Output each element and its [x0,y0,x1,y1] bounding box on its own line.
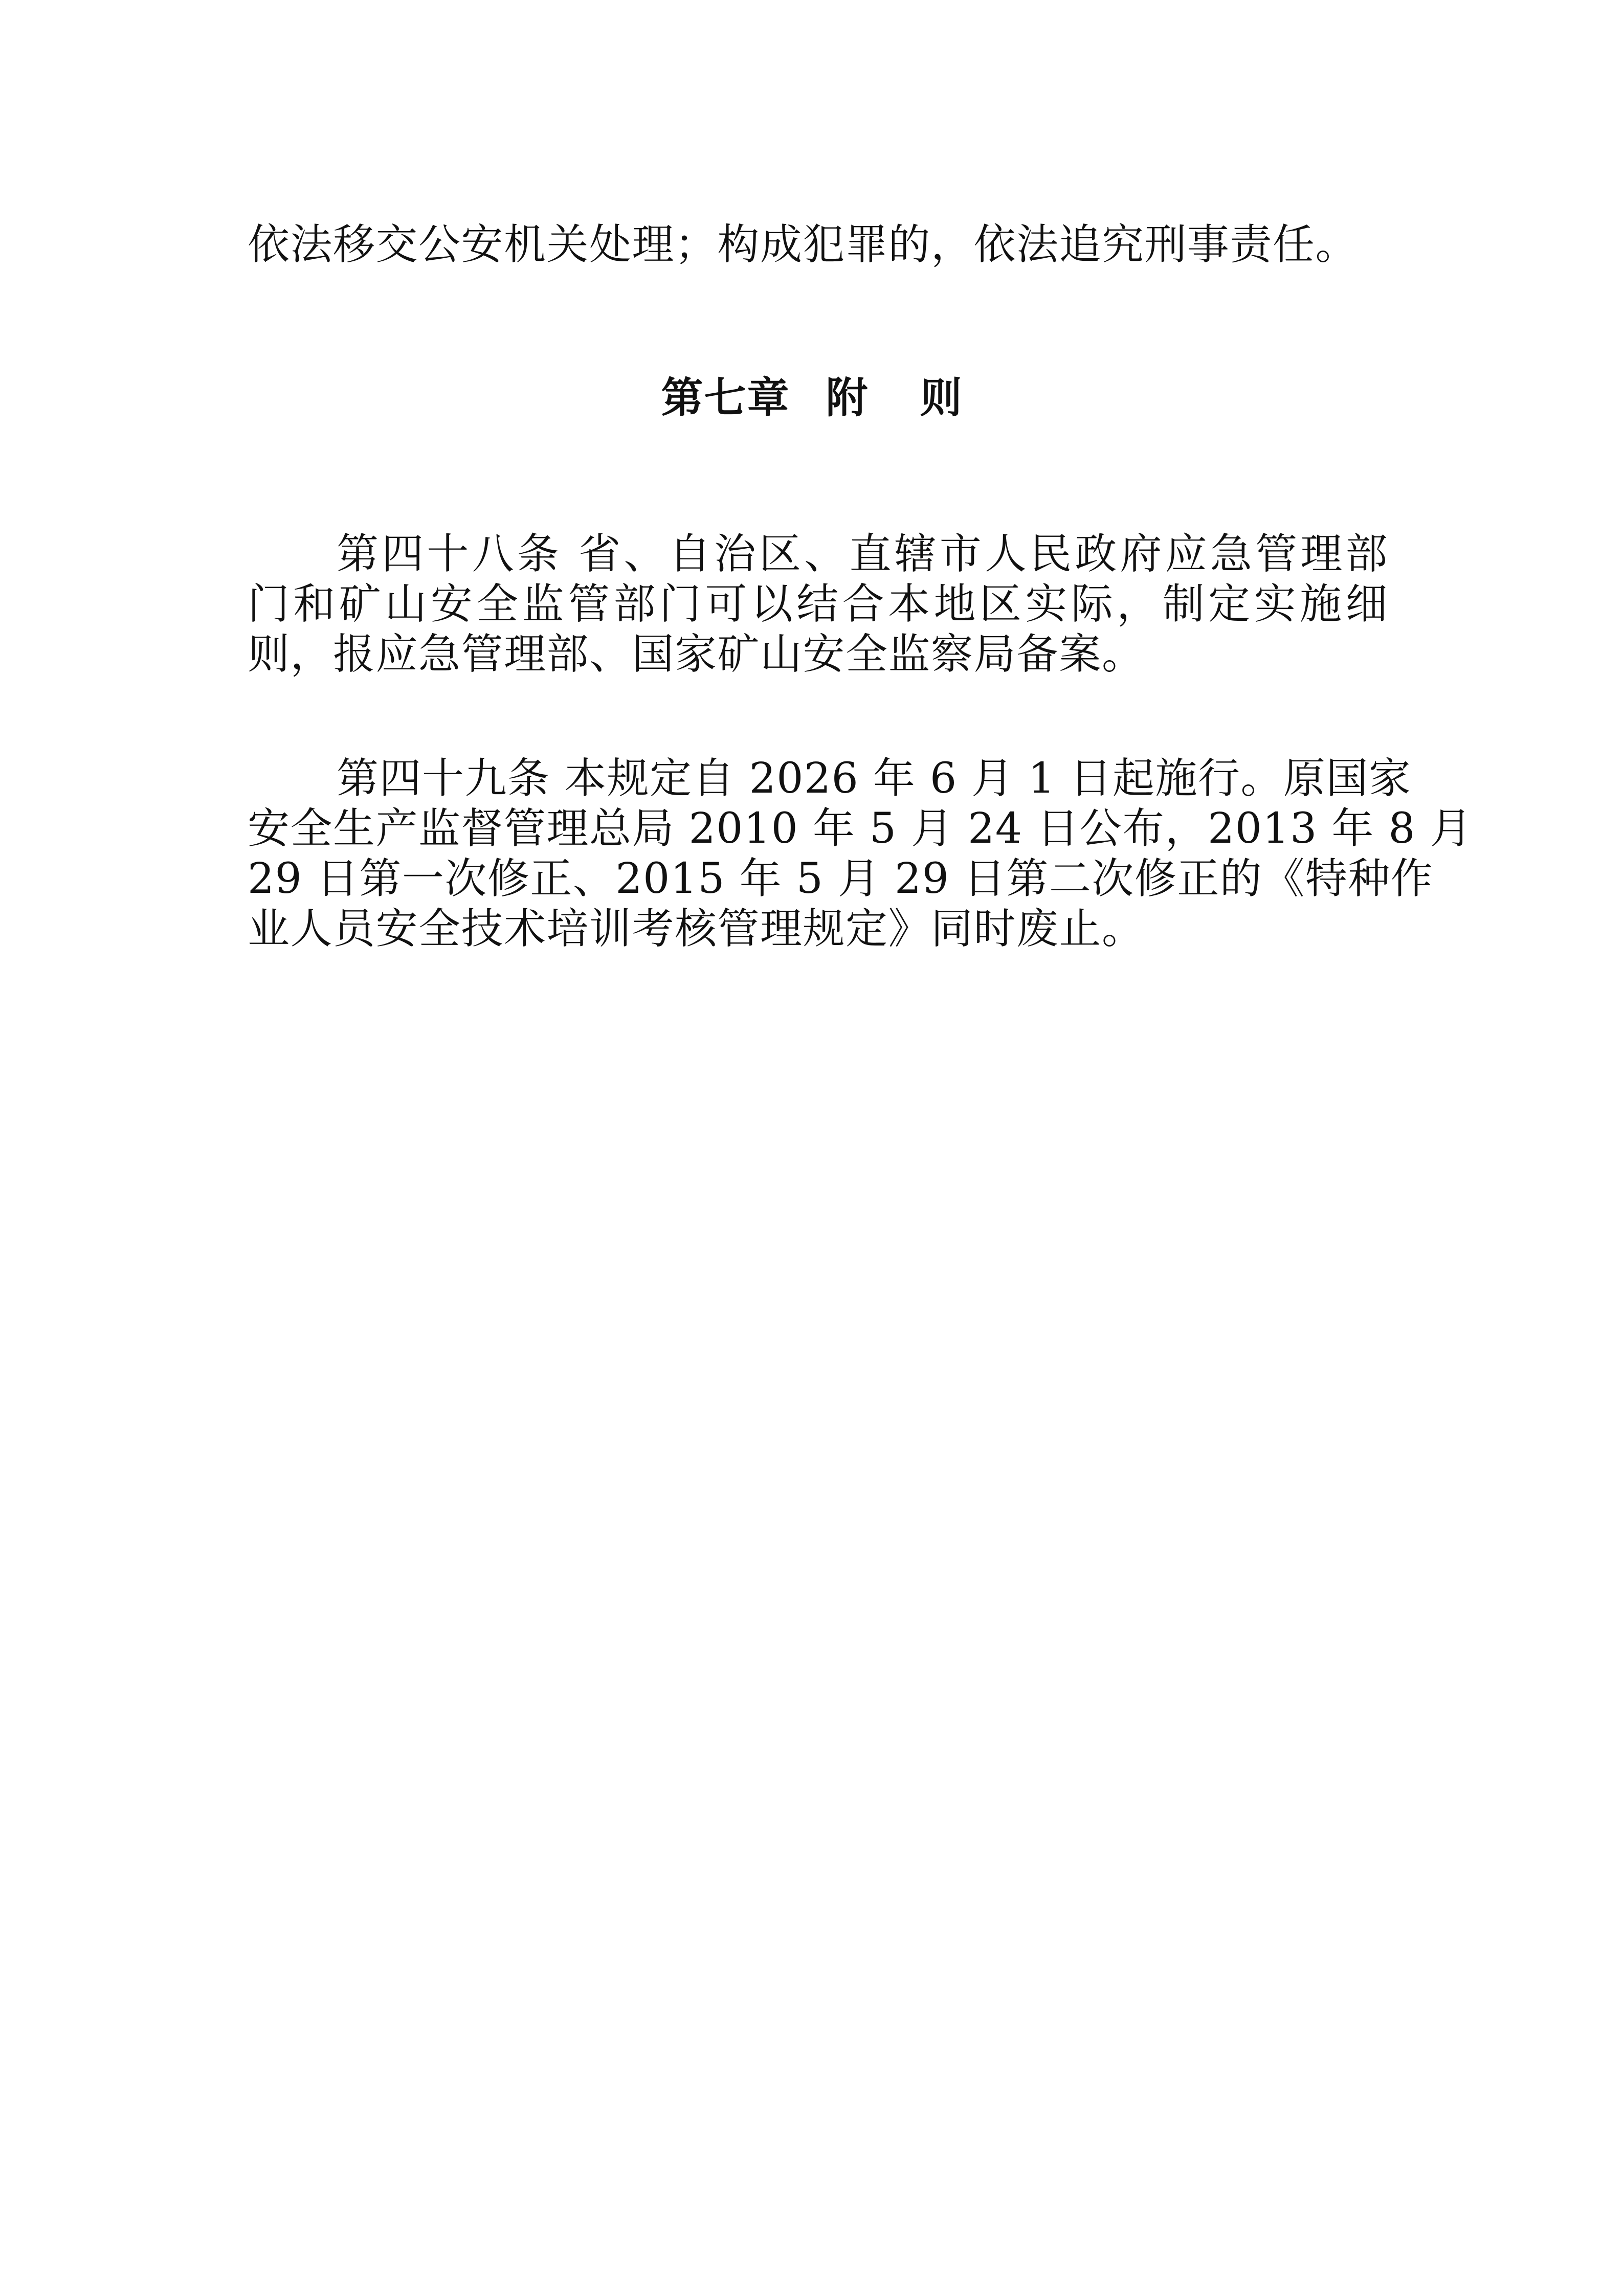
article-49-line-4: 业人员安全技术培训考核管理规定》同时废止。 [248,905,1145,953]
chapter-title-part1: 附 [826,374,869,422]
article-48-line-1: 第四十八条 省、自治区、直辖市人民政府应急管理部 [337,530,1388,578]
article-49-line-3: 29 日第一次修正、2015 年 5 月 29 日第二次修正的《特种作 [248,854,1434,903]
article-48-line-2: 门和矿山安全监管部门可以结合本地区实际，制定实施细 [248,580,1388,628]
article-48-line-3: 则，报应急管理部、国家矿山安全监察局备案。 [248,630,1145,679]
article-48-paragraph [248,529,1388,680]
chapter-title-part2: 则 [920,374,963,422]
continuation-paragraph [248,220,1388,270]
chapter-number: 第七章 [661,374,790,422]
article-49-paragraph [248,754,1473,954]
article-49-line-2: 安全生产监督管理总局 2010 年 5 月 24 日公布，2013 年 8 月 [248,804,1473,853]
chapter-heading [0,373,1624,423]
continuation-line: 依法移交公安机关处理；构成犯罪的，依法追究刑事责任。 [248,220,1359,269]
article-49-line-1: 第四十九条 本规定自 2026 年 6 月 1 日起施行。原国家 [337,754,1412,803]
